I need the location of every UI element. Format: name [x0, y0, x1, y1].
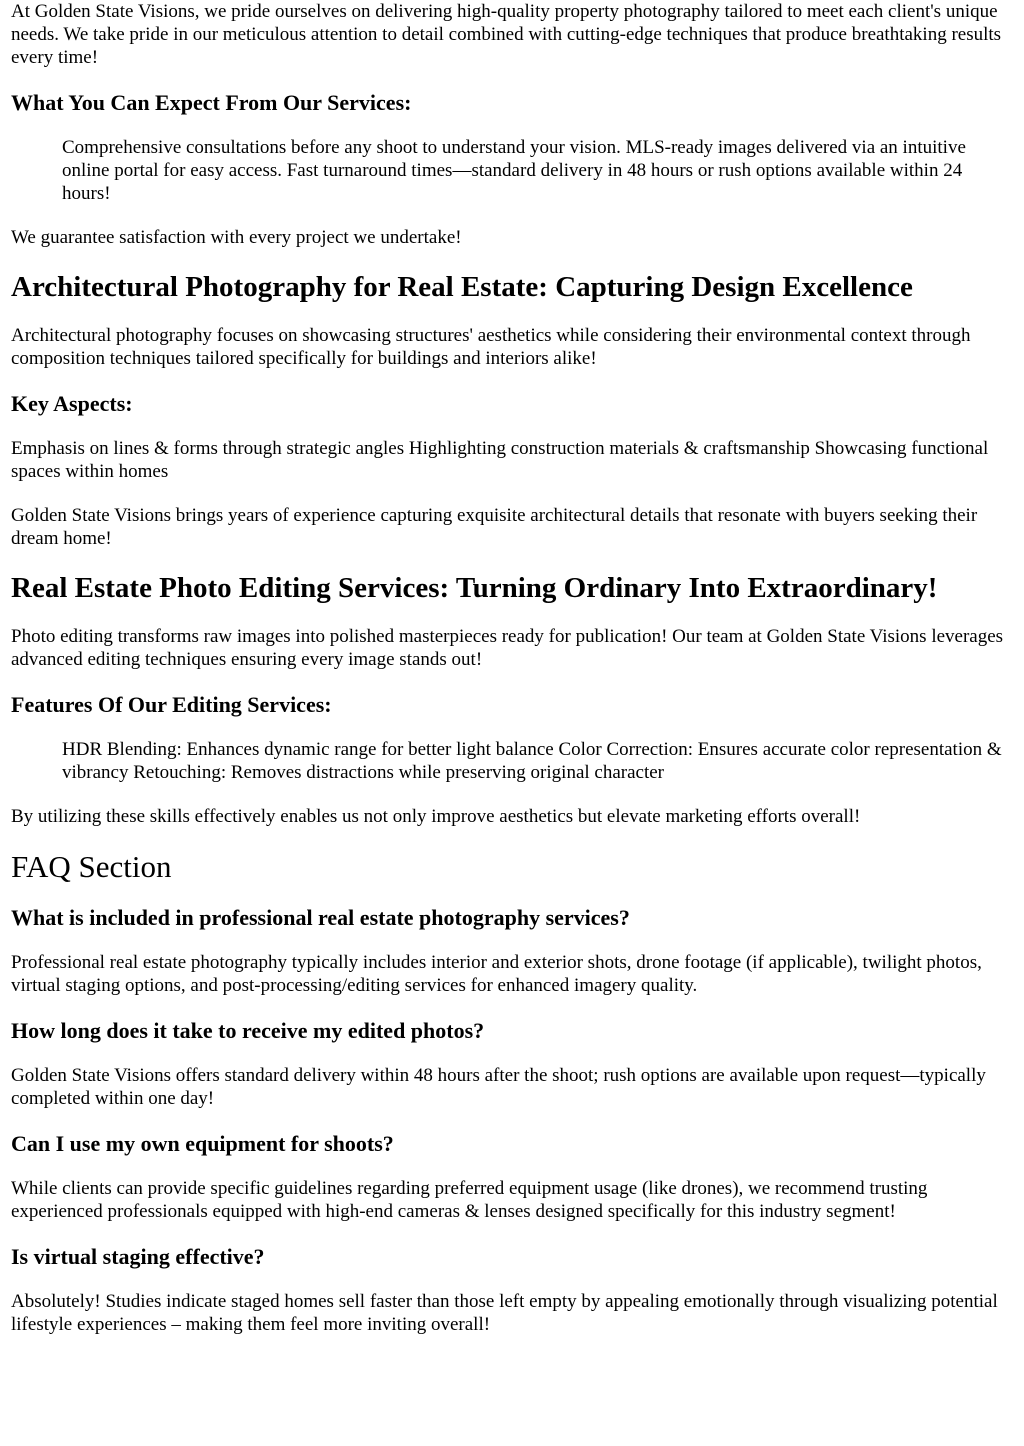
architectural-paragraph: Architectural photography focuses on showcasing structures' aesthetics while considering their environmental context through composition techniques tailored specifically for buildings and interiors alike! [11, 325, 971, 369]
faq-answer: Professional real estate photography typically includes interior and exterior shots, drone footage (if applicable), twilight photos, virtual staging options, and post-processing/editing services for enhanced imagery quality. [11, 952, 982, 996]
faq-heading: FAQ Section [11, 849, 172, 884]
editing-features-heading: Features Of Our Editing Services: [11, 692, 332, 717]
editing-features-quote: HDR Blending: Enhances dynamic range for better light balance Color Correction: Ensures accurate color representation & vibrancy Retouching: Removes distractions while preserving original character [62, 739, 1002, 783]
expect-quote: Comprehensive consultations before any shoot to understand your vision. MLS-ready images delivered via an intuitive online portal for easy access. Fast turnaround times—standard delivery in 48 hours or rush options available within 24 hours! [62, 137, 966, 204]
editing-paragraph: Photo editing transforms raw images into polished masterpieces ready for publication! Our team at Golden State Visions leverages advanced editing techniques ensuring every image stands out! [11, 626, 1004, 670]
faq-answer: Golden State Visions offers standard delivery within 48 hours after the shoot; rush options are available upon request—typically completed within one day! [11, 1065, 986, 1109]
faq-question: Can I use my own equipment for shoots? [11, 1131, 394, 1156]
faq-answer: Absolutely! Studies indicate staged homes sell faster than those left empty by appealing emotionally through visualizing potential lifestyle experiences – making them feel more inviting overall! [11, 1291, 998, 1335]
key-aspects-heading: Key Aspects: [11, 391, 133, 416]
expect-heading: What You Can Expect From Our Services: [11, 90, 412, 115]
architectural-closing: Golden State Visions brings years of experience capturing exquisite architectural details that resonate with buyers seeking their dream home! [11, 505, 978, 549]
faq-question: What is included in professional real estate photography services? [11, 905, 630, 930]
intro-paragraph: At Golden State Visions, we pride ourselves on delivering high-quality property photography tailored to meet each client's unique needs. We take pride in our meticulous attention to detail combined with cutting-edge techniques that produce breathtaking results every time! [11, 1, 1002, 68]
key-aspects-text: Emphasis on lines & forms through strategic angles Highlighting construction materials & craftsmanship Showcasing functional spaces within homes [11, 438, 989, 482]
editing-closing: By utilizing these skills effectively enables us not only improve aesthetics but elevate marketing efforts overall! [11, 806, 861, 827]
faq-answer: While clients can provide specific guidelines regarding preferred equipment usage (like drones), we recommend trusting experienced professionals equipped with high-end cameras & lenses designed specifically for this industry segment! [11, 1178, 928, 1222]
expect-closing: We guarantee satisfaction with every project we undertake! [11, 227, 462, 248]
faq-question: Is virtual staging effective? [11, 1244, 265, 1269]
editing-heading: Real Estate Photo Editing Services: Turning Ordinary Into Extraordinary! [11, 572, 938, 604]
faq-question: How long does it take to receive my edited photos? [11, 1018, 485, 1043]
architectural-heading: Architectural Photography for Real Estate: Capturing Design Excellence [11, 271, 913, 303]
